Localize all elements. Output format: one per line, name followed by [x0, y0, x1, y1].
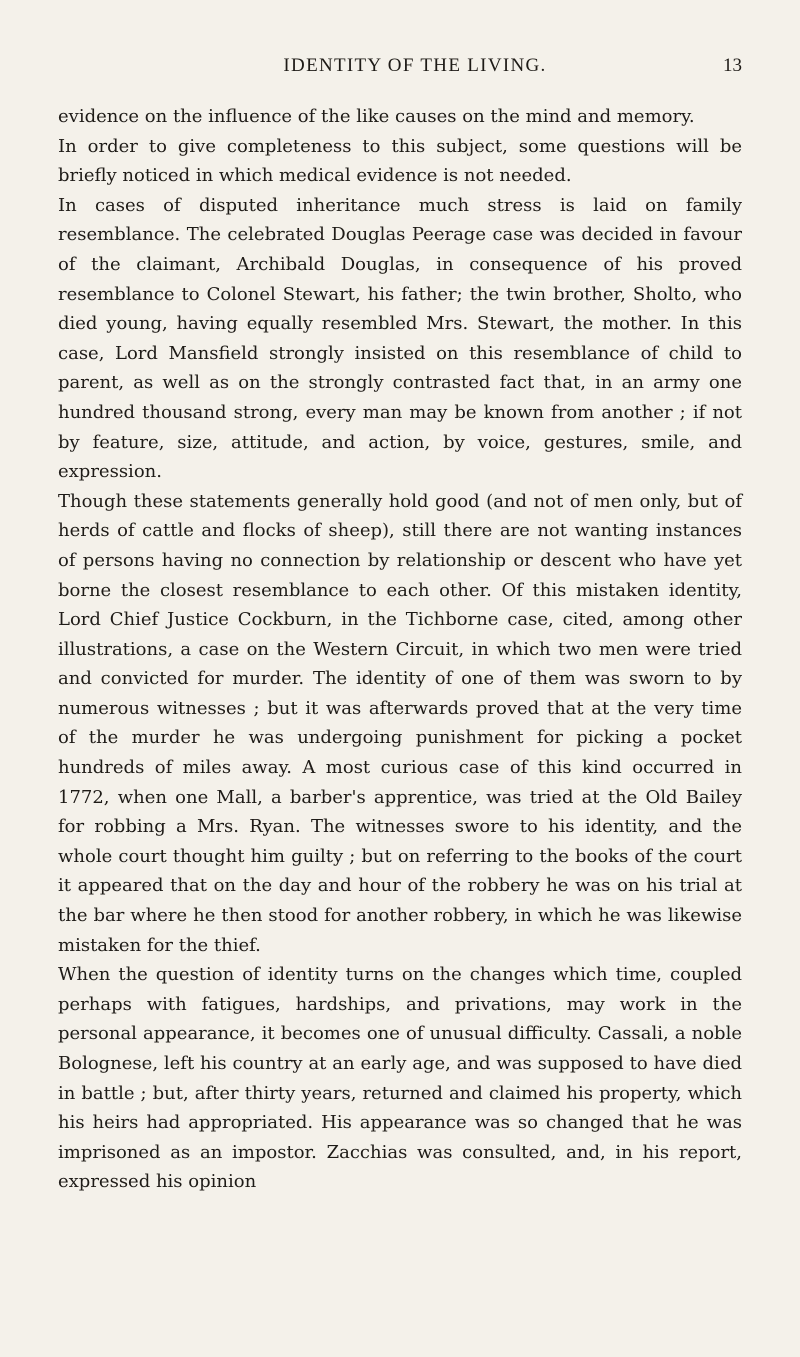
paragraph-mistaken-identity: Though these statements generally hold good (and not of men only, but of herds of cattle and flocks of sheep), still there are not wanting instances of persons having no connection by relationship or descent who have yet borne the closest resemblance to each other. Of this mistaken identity, Lord Chief Justice Cockburn, in the Tichborne case, cited, among other illustrations, a case on the Western Circuit, in which two men were tried and convicted for murder. The identity of one of them was sworn to by numerous witnesses ; but it was afterwards proved that at the very time of the murder he was undergoing punishment for picking a pocket hundreds of miles away. A most curious case of this kind occurred in 1772, when one Mall, a barber's apprentice, was tried at the Old Bailey for robbing a Mrs. Ryan. The witnesses swore to his identity, and the whole court thought him guilty ; but on referring to the books of the court it appeared that on the day and hour of the robbery he was on his trial at the bar where he then stood for another robbery, in which he was likewise mistaken for the thief.: [58, 490, 742, 956]
body-text: [58, 102, 742, 1197]
page-number: 13: [723, 55, 742, 76]
paragraph-family-resemblance: In cases of disputed inheritance much stress is laid on family resemblance. The celebrated Douglas Peerage case was decided in favour of the claimant, Archibald Douglas, in consequence of his proved resemblance to Colonel Stewart, his father; the twin brother, Sholto, who died young, having equally resembled Mrs. Stewart, the mother. In this case, Lord Mansfield strongly insisted on this resemblance of child to parent, as well as on the strongly contrasted fact that, in an army one hundred thousand strong, every man may be known from another ; if not by feature, size, attitude, and action, by voice, gestures, smile, and expression.: [58, 194, 742, 483]
paragraph-completeness: In order to give completeness to this subject, some questions will be briefly noticed in which medical evidence is not needed.: [58, 135, 742, 187]
running-title: IDENTITY OF THE LIVING.: [283, 55, 547, 76]
paragraph-changes-over-time: When the question of identity turns on the changes which time, coupled perhaps with fatigues, hardships, and privations, may work in the personal appearance, it becomes one of unusual difficulty. Cassali, a noble Bolognese, left his country at an early age, and was supposed to have died in battle ; but, after thirty years, returned and claimed his property, which his heirs had appropriated. His appearance was so changed that he was imprisoned as an impostor. Zacchias was consulted, and, in his report, expressed his opinion: [58, 964, 742, 1193]
paragraph-continuation: evidence on the influence of the like causes on the mind and memory.: [58, 106, 695, 127]
page-header: [58, 55, 742, 85]
